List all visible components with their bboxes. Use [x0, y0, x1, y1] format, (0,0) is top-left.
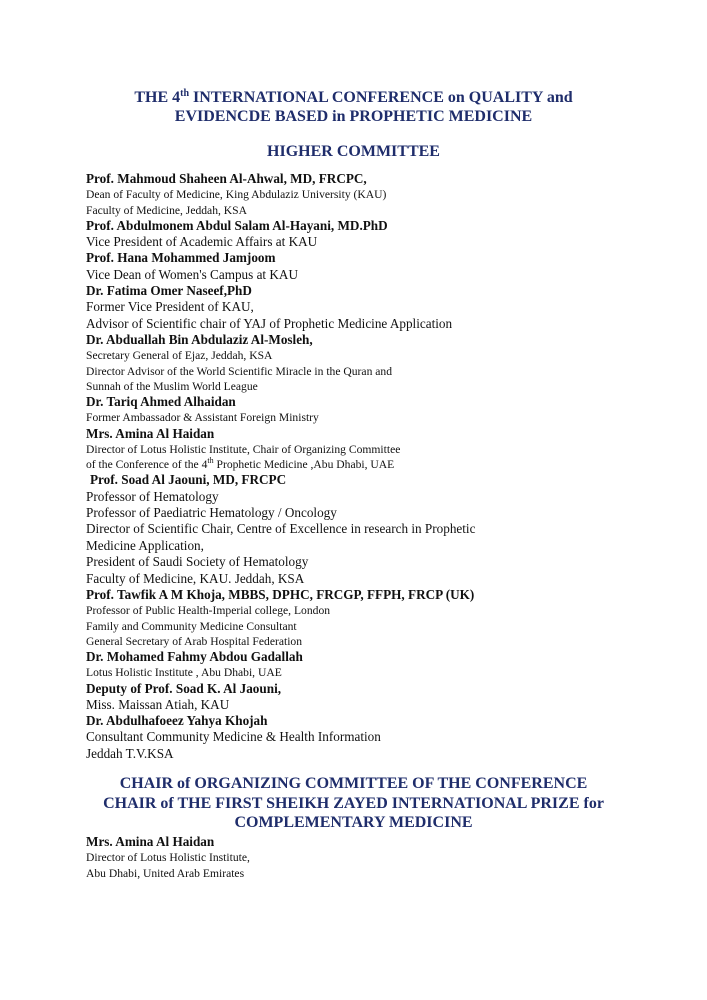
member-name — [86, 713, 686, 729]
line-superscript: th — [207, 456, 214, 466]
member-detail — [86, 489, 686, 505]
member-detail — [86, 299, 686, 315]
member-detail — [86, 457, 686, 472]
member-detail — [86, 866, 686, 881]
member-detail — [86, 187, 686, 202]
member-detail — [86, 554, 686, 570]
line-text: Director of Lotus Holistic Institute, Chair of Organizing Committee — [86, 442, 401, 456]
line-text: President of Saudi Society of Hematology — [86, 554, 309, 570]
line-text: Prof. Mahmoud Shaheen Al-Ahwal, MD, FRCPC, — [86, 171, 367, 186]
title-part-b: INTERNATIONAL CONFERENCE on QUALITY and — [189, 89, 573, 106]
line-text: Family and Community Medicine Consultant — [86, 619, 297, 633]
member-detail — [86, 571, 686, 587]
line-text: Professor of Paediatric Hematology / Oncology — [86, 505, 337, 521]
member-detail — [86, 442, 686, 457]
line-text: Prof. Tawfik A M Khoja, MBBS, DPHC, FRCGP, FFPH, FRCP (UK) — [86, 587, 475, 603]
line-text: Prof. Abdulmonem Abdul Salam Al-Hayani, MD.PhD — [86, 217, 388, 233]
organizing-chair-heading-line-1: CHAIR of ORGANIZING COMMITTEE OF THE CONFERENCE — [119, 775, 588, 792]
member-detail — [86, 746, 686, 762]
member-detail — [86, 619, 686, 634]
line-text: Dr. Abdulhafoeez Yahya Khojah — [86, 713, 268, 729]
organizing-chair-heading-line-2: CHAIR of THE FIRST SHEIKH ZAYED INTERNATIONAL PRIZE for — [103, 795, 604, 812]
member-name — [86, 834, 686, 850]
line-text-continued: Prophetic Medicine ,Abu Dhabi, UAE — [213, 458, 395, 472]
member-detail — [86, 665, 686, 680]
line-text: Deputy of Prof. Soad K. Al Jaouni, — [86, 680, 282, 696]
title-part-a: THE 4 — [134, 89, 181, 106]
line-text: Prof. Hana Mohammed Jamjoom — [86, 250, 276, 266]
member-detail — [86, 316, 686, 332]
line-text: Abu Dhabi, United Arab Emirates — [86, 866, 245, 880]
line-text: Consultant Community Medicine & Health Information — [86, 729, 381, 745]
organizing-chair-heading-line-3: COMPLEMENTARY MEDICINE — [234, 814, 473, 831]
line-text: Dr. Mohamed Fahmy Abdou Gadallah — [86, 649, 303, 665]
member-detail — [86, 267, 686, 283]
conference-title-line-2: EVIDENCDE BASED in PROPHETIC MEDICINE — [174, 108, 533, 125]
line-text: Mrs. Amina Al Haidan — [86, 834, 215, 849]
line-text: Advisor of Scientific chair of YAJ of Prophetic Medicine Application — [86, 315, 453, 331]
line-text: Professor of Hematology — [86, 488, 219, 504]
line-text: Director of Lotus Holistic Institute, — [86, 851, 250, 865]
member-name — [86, 250, 686, 266]
member-name — [86, 472, 686, 488]
line-text: Jeddah T.V.KSA — [86, 745, 174, 761]
member-name — [86, 426, 686, 442]
member-name — [86, 218, 686, 234]
member-name — [86, 587, 686, 603]
line-text: Faculty of Medicine, Jeddah, KSA — [86, 203, 247, 217]
line-text: Mrs. Amina Al Haidan — [86, 425, 215, 441]
member-name — [86, 283, 686, 299]
line-text: Former Vice President of KAU, — [86, 299, 254, 315]
line-text: Director Advisor of the World Scientific Miracle in the Quran and — [86, 364, 392, 378]
line-text: General Secretary of Arab Hospital Federation — [86, 634, 303, 648]
organizing-chair-list — [86, 834, 686, 881]
member-detail — [86, 634, 686, 649]
line-text: Vice President of Academic Affairs at KAU — [86, 234, 318, 249]
member-detail — [86, 379, 686, 394]
line-text: Medicine Application, — [86, 537, 204, 553]
member-name — [86, 681, 686, 697]
higher-committee-list — [86, 171, 686, 762]
member-detail — [86, 364, 686, 379]
line-text: Dr. Tariq Ahmed Alhaidan — [86, 394, 236, 410]
line-text: Faculty of Medicine, KAU. Jeddah, KSA — [86, 570, 305, 586]
member-detail — [86, 203, 686, 218]
member-detail — [86, 603, 686, 618]
line-text: Dr. Fatima Omer Naseef,PhD — [86, 283, 252, 299]
line-text: Vice Dean of Women's Campus at KAU — [86, 266, 298, 282]
line-text: Former Ambassador & Assistant Foreign Ministry — [86, 411, 319, 425]
line-text: Director of Scientific Chair, Centre of Excellence in research in Prophetic — [86, 521, 476, 537]
member-name — [86, 649, 686, 665]
member-detail — [86, 521, 686, 537]
title-superscript: th — [180, 88, 190, 99]
line-text: Professor of Public Health-Imperial college, London — [86, 604, 331, 618]
line-text: Lotus Holistic Institute , Abu Dhabi, UAE — [86, 666, 282, 680]
member-name — [86, 394, 686, 410]
member-detail — [86, 850, 686, 865]
member-detail — [86, 410, 686, 425]
line-text: of the Conference of the 4 — [86, 458, 208, 472]
member-detail — [86, 348, 686, 363]
line-text: Dr. Abduallah Bin Abdulaziz Al-Mosleh, — [86, 332, 313, 348]
member-name — [86, 171, 686, 187]
member-name — [86, 332, 686, 348]
member-detail — [86, 505, 686, 521]
line-text: Prof. Soad Al Jaouni, MD, FRCPC — [90, 472, 287, 488]
line-text: Dean of Faculty of Medicine, King Abdulaziz University (KAU) — [86, 188, 387, 202]
member-detail — [86, 729, 686, 745]
conference-title-line-1 — [0, 88, 707, 107]
member-detail — [86, 538, 686, 554]
line-text: Sunnah of the Muslim World League — [86, 379, 258, 393]
member-detail — [86, 234, 686, 250]
line-text: Miss. Maissan Atiah, KAU — [86, 696, 230, 712]
member-detail — [86, 697, 686, 713]
higher-committee-heading: HIGHER COMMITTEE — [267, 143, 440, 160]
line-text: Secretary General of Ejaz, Jeddah, KSA — [86, 349, 273, 363]
